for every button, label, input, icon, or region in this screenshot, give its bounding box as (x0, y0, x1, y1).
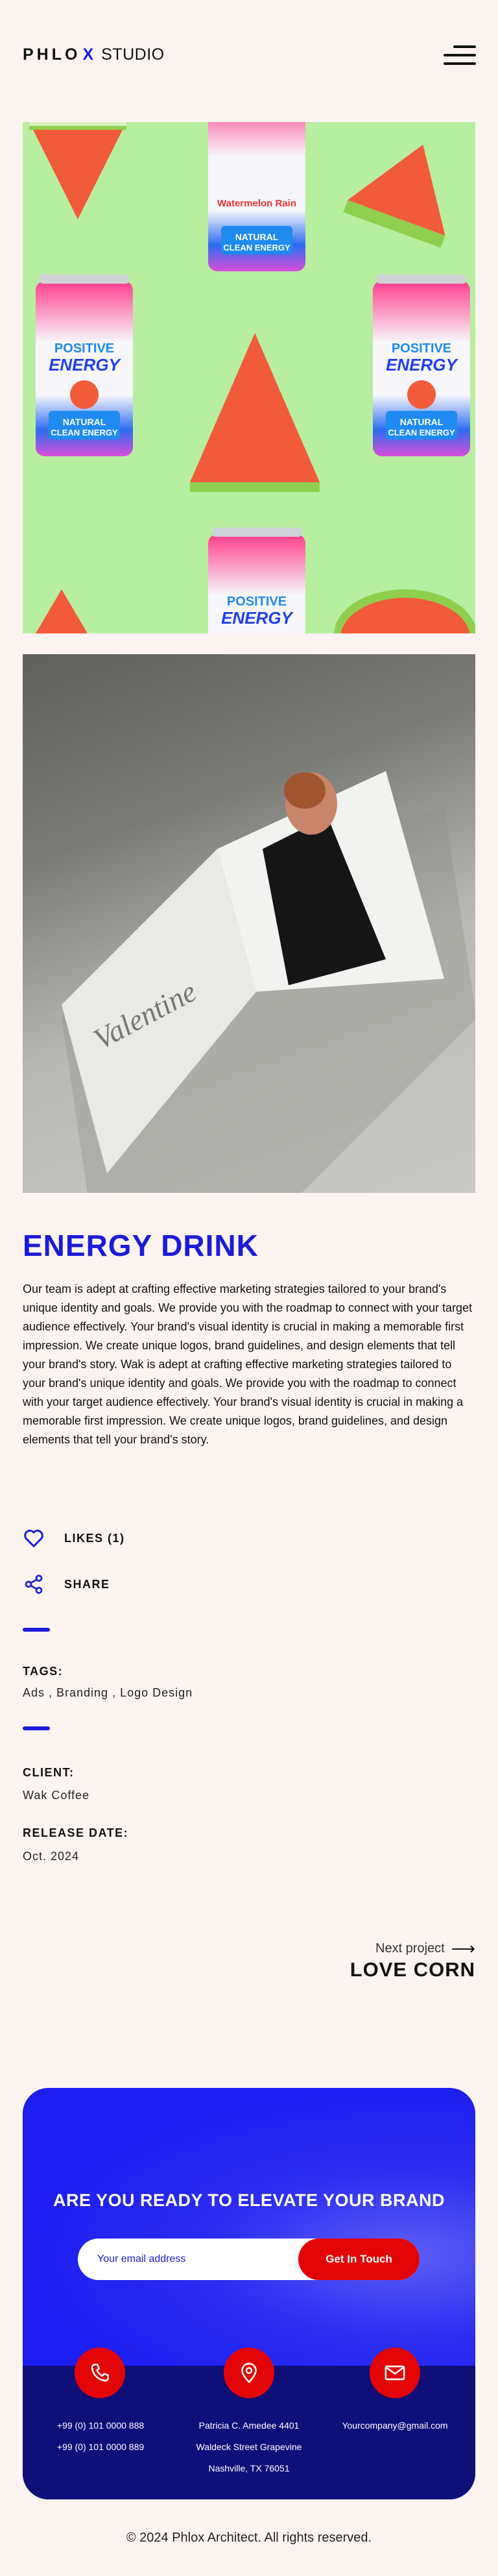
cta-section (23, 2088, 475, 2499)
likes-button[interactable] (23, 1528, 125, 1548)
release-date-value: Oct. 2024 (23, 1850, 80, 1863)
watermelon-slice (334, 589, 475, 633)
can-line3-text: NATURAL (62, 417, 106, 427)
can-line1-text: POSITIVE (54, 341, 115, 356)
share-label: SHARE (64, 1577, 110, 1591)
energy-can (208, 122, 305, 271)
site-header (0, 0, 498, 110)
phone-glyph (89, 2362, 111, 2384)
project-title: ENERGY DRINK (23, 1229, 259, 1262)
can-line2-text: ENERGY (49, 355, 120, 374)
phone-icon (75, 2348, 125, 2398)
address-line-3: Nashville, TX 76051 (208, 2463, 290, 2473)
energy-can (36, 275, 133, 456)
email-address[interactable]: Yourcompany@gmail.com (342, 2420, 448, 2431)
energy-can (208, 528, 305, 633)
mail-icon (370, 2348, 420, 2398)
release-date-heading: RELEASE DATE: (23, 1826, 129, 1839)
can-flavor-text: Watermelon Rain (217, 198, 296, 209)
location-glyph (238, 2361, 260, 2385)
energy-drink-pattern-image (23, 122, 475, 633)
heart-icon (23, 1528, 45, 1548)
likes-label: LIKES (1) (64, 1531, 125, 1545)
location-pin-icon (224, 2348, 274, 2398)
hamburger-menu-button[interactable] (444, 45, 476, 66)
client-heading: CLIENT: (23, 1766, 75, 1779)
copyright-text: © 2024 Phlox Architect. All rights reserved. (126, 2531, 372, 2545)
can-line4-text: CLEAN ENERGY (388, 428, 455, 437)
arrow-right-icon: ⟶ (451, 1939, 475, 1958)
can-line2-text: ENERGY (221, 608, 292, 628)
hamburger-line (444, 62, 476, 65)
tags-heading: TAGS: (23, 1665, 64, 1678)
share-button[interactable] (23, 1574, 110, 1595)
next-project-link[interactable] (375, 1939, 475, 1959)
address-line-2: Waldeck Street Grapevine (196, 2442, 302, 2452)
book-mockup-image (23, 654, 475, 1193)
logo-o: O (65, 45, 81, 64)
can-line1-text: POSITIVE (391, 341, 452, 356)
can-line2-text: ENERGY (386, 355, 457, 374)
cta-background (23, 2088, 475, 2366)
energy-can (373, 275, 470, 456)
phone-1[interactable]: +99 (0) 101 0000 888 (56, 2420, 145, 2431)
can-line4-text: CLEAN ENERGY (223, 243, 290, 252)
section-divider (23, 1726, 50, 1730)
watermelon-slice (190, 333, 320, 492)
next-project-title[interactable]: LOVE CORN (350, 1958, 475, 1981)
can-line3-text: NATURAL (235, 232, 279, 242)
can-line1-text: POSITIVE (226, 595, 287, 609)
phone-2[interactable]: +99 (0) 101 0000 889 (56, 2442, 145, 2452)
share-icon (23, 1574, 45, 1595)
client-value: Wak Coffee (23, 1789, 90, 1802)
watermelon-slice (343, 127, 471, 247)
open-book-illustration (23, 654, 475, 1193)
hamburger-line (453, 45, 476, 48)
watermelon-can-illustration (23, 122, 475, 633)
newsletter-form (78, 2239, 420, 2280)
hamburger-line (444, 54, 476, 56)
watermelon-slice (29, 122, 126, 219)
tags-list[interactable]: Ads , Branding , Logo Design (23, 1686, 193, 1699)
get-in-touch-button[interactable]: Get In Touch (298, 2239, 420, 2280)
cta-title: ARE YOU READY TO ELEVATE YOUR BRAND (53, 2190, 445, 2210)
section-divider (23, 1628, 50, 1632)
can-line3-text: NATURAL (399, 417, 444, 427)
can-line4-text: CLEAN ENERGY (51, 428, 118, 437)
contact-address (178, 2415, 320, 2479)
site-logo[interactable] (23, 45, 165, 64)
next-project-label: Next project (375, 1941, 445, 1956)
email-input[interactable] (97, 2239, 292, 2280)
project-description: Our team is adept at crafting effective marketing strategies tailored to your brand's unique identity and goals. We provide you with the roadmap to connect with your target audience effectively. Your brand's visual identity is crucial in making a memorable first impression. We create unique logos, brand guidelines, and design elements that tell your brand's story. Wak is adept at crafting effective marketing strategies tailored to your brand's unique identity and goals. We provide you with the roadmap to connect with your target audience effectively. Your brand's visual identity is crucial in making a memorable first impression. We create unique logos, brand guidelines, and design elements that tell your brand's story. (23, 1282, 473, 1446)
logo-text-light: STUDIO (101, 45, 165, 64)
mail-glyph (384, 2363, 406, 2383)
book-title-text: Valentine (88, 974, 202, 1056)
contact-phones (49, 2415, 152, 2458)
watermelon-slice (36, 589, 88, 633)
logo-x: X (82, 45, 97, 64)
logo-text-bold: PHL (23, 45, 65, 64)
address-line-1: Patricia C. Amedee 4401 (198, 2420, 300, 2431)
contact-email (330, 2415, 460, 2436)
